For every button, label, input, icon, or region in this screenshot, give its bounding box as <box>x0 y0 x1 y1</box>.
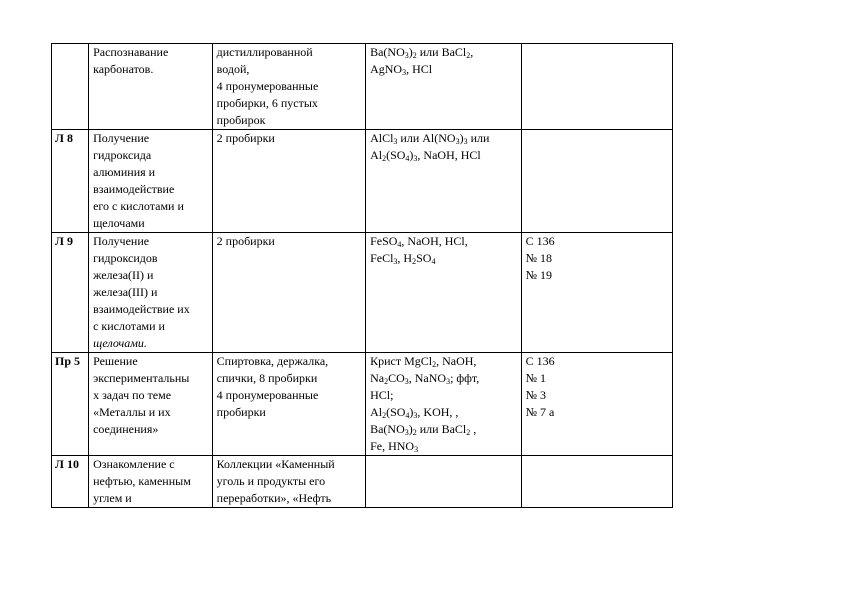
text-line: щелочами <box>93 216 145 230</box>
text-line: «Металлы и их <box>93 405 171 419</box>
text-line: карбонатов. <box>93 62 154 76</box>
text-line: х задач по теме <box>93 388 172 402</box>
text-line: с кислотами и <box>93 319 165 333</box>
equipment-cell <box>212 233 365 353</box>
reagent-line: HCl; <box>370 388 394 402</box>
equipment-cell <box>212 130 365 233</box>
text-line: нефтью, каменным <box>93 474 191 488</box>
reagent-line: $Na_2CO_3$, NaNO$_3$; ффт, <box>370 371 480 386</box>
text-line: взаимодействие <box>93 182 175 196</box>
text-line: 4 пронумерованные <box>216 79 319 93</box>
lab-works-table <box>51 43 673 508</box>
text-line: углем и <box>93 491 132 505</box>
text-line: взаимодействие их <box>93 302 190 316</box>
text-line: Коллекции «Каменный <box>216 457 335 471</box>
text-line: пробирок <box>216 113 266 127</box>
text-line: водой, <box>216 62 250 76</box>
reagent-line: $Al_2(SO_4)_3$, KOH, , <box>370 405 459 420</box>
text-line: 2 пробирки <box>216 234 275 248</box>
text-line: алюминия и <box>93 165 156 179</box>
reagent-line: AlCl$_3$ или $Al(NO_3)_3$ или <box>370 131 490 146</box>
reagent-line: FeCl$_3$, $H_2SO_4$ <box>370 251 436 266</box>
text-line: железа(III) и <box>93 285 158 299</box>
equipment-cell <box>212 353 365 456</box>
text-line: Распознавание <box>93 45 169 59</box>
work-title <box>89 233 213 353</box>
work-title <box>89 44 213 130</box>
reagents-cell <box>366 353 522 456</box>
reference-line: № 3 <box>525 388 547 402</box>
text-line: дистиллированной <box>216 45 313 59</box>
reagent-line: $Al_2(SO_4)_3$, NaOH, HCl <box>370 148 481 163</box>
reference-cell <box>521 456 672 508</box>
text-line: 2 пробирки <box>216 131 275 145</box>
text-line: Спиртовка, держалка, <box>216 354 329 368</box>
text-line: пробирки <box>216 405 266 419</box>
text-line: щелочами. <box>93 336 147 350</box>
reference-line: С 136 <box>525 354 555 368</box>
text-line: переработки», «Нефть <box>216 491 332 505</box>
reagent-line: $Ba(NO_3)_2$ или BaCl$_2$ , <box>370 422 477 437</box>
text-line: Ознакомление с <box>93 457 175 471</box>
reagents-cell <box>366 44 522 130</box>
table-row <box>52 353 673 456</box>
table-row <box>52 233 673 353</box>
reference-line: № 18 <box>525 251 553 265</box>
work-title <box>89 456 213 508</box>
reagent-line: FeSO$_4$, NaOH, HCl, <box>370 234 468 249</box>
text-line: 4 пронумерованные <box>216 388 319 402</box>
text-line: гидроксидов <box>93 251 158 265</box>
text-line: Получение <box>93 234 150 248</box>
reference-cell <box>521 233 672 353</box>
table-row <box>52 44 673 130</box>
reagent-line: Крист MgCl$_2$, NaOH, <box>370 354 477 369</box>
row-number: Пр 5 <box>52 353 89 456</box>
equipment-cell <box>212 456 365 508</box>
reagents-cell <box>366 456 522 508</box>
table-row <box>52 456 673 508</box>
reagents-cell <box>366 233 522 353</box>
reference-line: № 1 <box>525 371 547 385</box>
reference-line: № 19 <box>525 268 553 282</box>
text-line: гидроксида <box>93 148 152 162</box>
reagent-line: $Ba(NO_3)_2$ или BaCl$_2$, <box>370 45 474 60</box>
reagent-line: Fe, $HNO_3$ <box>370 439 419 454</box>
row-number <box>52 44 89 130</box>
text-line: Решение <box>93 354 138 368</box>
work-title <box>89 353 213 456</box>
equipment-cell <box>212 44 365 130</box>
reference-cell <box>521 44 672 130</box>
table-row <box>52 130 673 233</box>
text-line: Получение <box>93 131 150 145</box>
reference-cell <box>521 353 672 456</box>
text-line: железа(II) и <box>93 268 154 282</box>
reference-line: С 136 <box>525 234 555 248</box>
reagents-cell <box>366 130 522 233</box>
reference-cell <box>521 130 672 233</box>
text-line: экспериментальны <box>93 371 190 385</box>
text-line: соединения» <box>93 422 159 436</box>
row-number: Л 8 <box>52 130 89 233</box>
work-title <box>89 130 213 233</box>
text-line: спички, 8 пробирки <box>216 371 318 385</box>
text-line: его с кислотами и <box>93 199 184 213</box>
row-number: Л 10 <box>52 456 89 508</box>
reagent-line: AgNO$_3$, HCl <box>370 62 433 77</box>
text-line: уголь и продукты его <box>216 474 326 488</box>
row-number: Л 9 <box>52 233 89 353</box>
text-line: пробирки, 6 пустых <box>216 96 318 110</box>
reference-line: № 7 а <box>525 405 555 419</box>
